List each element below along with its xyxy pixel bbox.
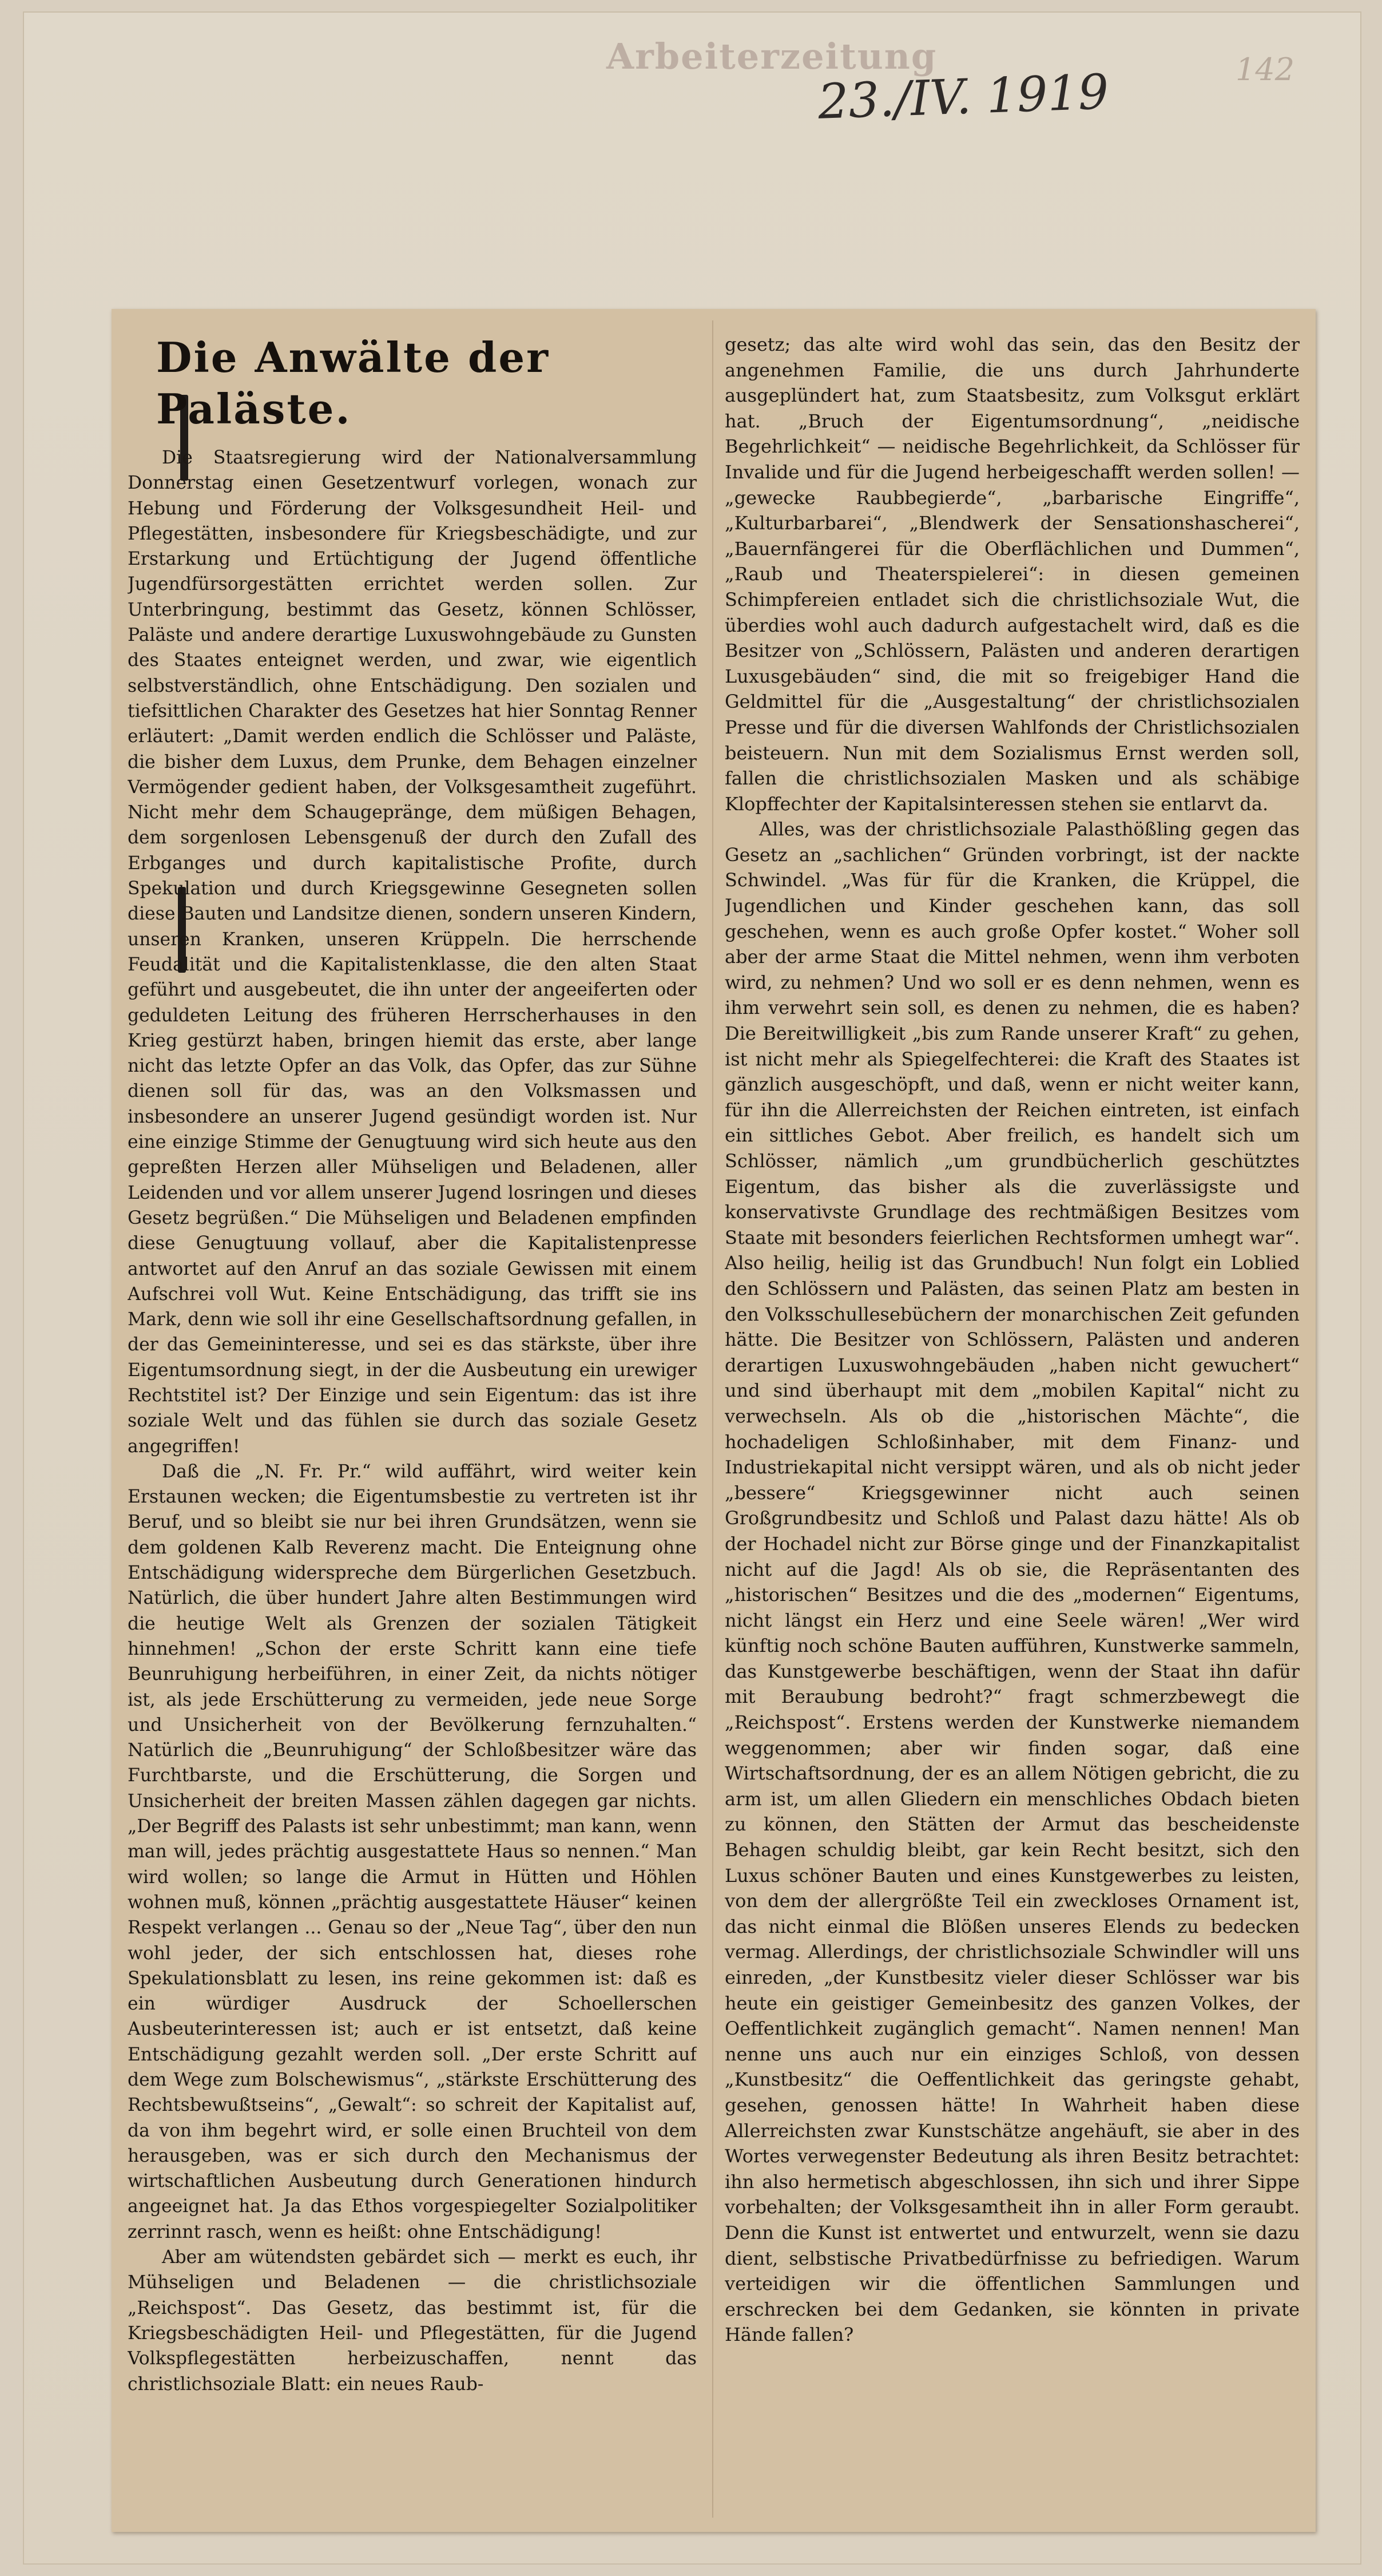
newspaper-stamp: Arbeiterzeitung [606,35,938,77]
newspaper-clipping [112,309,1316,2532]
article-paragraph: Daß die „N. Fr. Pr.“ wild auffährt, wird weiter kein Erstaunen wecken; die Eigentumsbestie zu vertreten ist ihr Beruf, und so bleibt sie nur bei ihren Grundsätzen, wenn sie dem goldenen Kalb Reverenz macht. Die Enteignung ohne Entschädigung widerspreche dem Bürgerlichen Gesetzbuch. Natürlich, die über hundert Jahre alten Bestimmungen wird die heutige Welt als Grenzen der sozialen Tätigkeit hinnehmen! „Schon der erste Schritt kann eine tiefe Beunruhigung herbeiführen, in einer Zeit, da nichts nötiger ist, als jede Erschütterung zu vermeiden, jede neue Sorge und Unsicherheit von der Bevölkerung fernzuhalten.“ Natürlich die „Beunruhigung“ der Schloßbesitzer wäre das Furchtbarste, und die Erschütterung, die Sorgen und Unsicherheit der breiten Massen zählen dagegen gar nichts. „Der Begriff des Palasts ist sehr unbestimmt; man kann, wenn man will, jedes prächtig ausgestattete Haus so nennen.“ Man wird wollen; so lange die Armut in Hütten und Höhlen wohnen muß, können „prächtig ausgestattete Häuser“ keinen Respekt verlangen ... Genau so der „Neue Tag“, über den nun wohl jeder, der sich entschlossen hat, dieses rohe Spekulationsblatt zu lesen, ins reine gekommen ist: daß es ein würdiger Ausdruck der Schoellerschen Ausbeuterinteressen ist; auch er ist entsetzt, daß keine Entschädigung gezahlt werden soll. „Der erste Schritt auf dem Wege zum Bolschewismus“, „stärkste Erschütterung des Rechtsbewußtseins“, „Gewalt“: so schreit der Kapitalist auf, da von ihm begehrt wird, er solle einen Bruchteil von dem herausgeben, was er sich durch den Mechanismus der wirtschaftlichen Ausbeutung durch Generationen hindurch angeeignet hat. Ja das Ethos vorgespiegelter Sozialpolitiker zerrinnt rasch, wenn es heißt: ohne Entschädigung! [128,1461,697,2242]
article-paragraph: Alles, was der christlichsoziale Palasthößling gegen das Gesetz an „sachlichen“ Gründen vorbringt, ist der nackte Schwindel. „Was für für die Kranken, die Krüppel, die Jugendlichen und Kinder geschehen kann, das soll geschehen, wenn es auch große Opfer kostet.“ Woher soll aber der arme Staat die Mittel nehmen, wenn ihm verboten wird, zu nehmen? Und wo soll er es denn nehmen, wenn es ihm verwehrt sein soll, es denen zu nehmen, die es haben? Die Bereitwilligkeit „bis zum Rande unserer Kraft“ zu gehen, ist nicht mehr als Spiegelfechterei: die Kraft des Staates ist gänzlich ausgeschöpft, und daß, wenn er nicht weiter kann, für ihn die Allerreichsten der Reichen eintreten, ist einfach ein sittliches Gebot. Aber freilich, es handelt sich um Schlösser, nämlich „um grundbücherlich geschütztes Eigentum, das bisher als die zuverlässigste und konservativste Grundlage des rechtmäßigen Besitzes vom Staate mit besonders feierlichen Rechtsformen umhegt war“. Also heilig, heilig ist das Grundbuch! Nun folgt ein Loblied den Schlössern und Palästen, das seinen Platz am besten in den Volksschullesebüchern der monarchischen Zeit gefunden hätte. Die Besitzer von Schlössern, Palästen und anderen derartigen Luxuswohngebäuden „haben nicht gewuchert“ und sind überhaupt mit dem „mobilen Kapital“ nicht zu verwechseln. Als ob die „historischen Mächte“, die hochadeligen Schloßinhaber, mit dem Finanz- und Industriekapital nicht versippt wären, und als ob nicht jeder „bessere“ Kriegsgewinner nicht auch seinen Großgrundbesitz und Schloß und Palast dazu hätte! Als ob der Hochadel nicht zur Börse ginge und der Finanzkapitalist nicht auf die Jagd! Als ob sie, die Repräsentanten des „historischen“ Besitzes und die des „modernen“ Eigentums, nicht längst ein Herz und eine Seele wären! „Wer wird künftig noch schöne Bauten aufführen, Kunstwerke sammeln, das Kunstgewerbe beschäftigen, wenn der Staat ihn dafür mit Beraubung bedroht?“ fragt schmerzbewegt die „Reichspost“. Erstens werden der Kunstwerke niemandem weggenommen; aber wir finden sogar, daß eine Wirtschaftsordnung, der es an allem Nötigen gebricht, die zu arm ist, um allen Gliedern ein menschliches Obdach bieten zu können, den Stätten der Armut das bescheidenste Behagen schuldig bleibt, gar kein Recht besitzt, sich den Luxus schöner Bauten und eines Kunstgewerbes zu leisten, von dem der allergrößte Teil ein zweckloses Ornament ist, das nicht einmal die Blößen unseres Elends zu bedecken vermag. Allerdings, der christlichsoziale Schwindler will uns einreden, „der Kunstbesitz vieler dieser Schlösser war bis heute ein geistiger Gemeinbesitz des ganzen Volkes, der Oeffentlichkeit zugänglich gemacht“. Namen nennen! Man nenne uns auch nur ein einziges Schloß, von dessen „Kunstbesitz“ die Oeffentlichkeit das geringste gehabt, gesehen, genossen hätte! In Wahrheit haben diese Allerreichsten zwar Kunstschätze angehäuft, sie aber in des Wortes verwegenster Bedeutung als ihren Besitz betrachtet: ihn also hermetisch abgeschlossen, ihn sich und ihrer Sippe vorbehalten; der Volksgesamtheit ihn in aller Form geraubt. Denn die Kunst ist entwertet und entwurzelt, wenn sie dazu dient, selbstische Privatbedürfnisse zu befriedigen. Warum verteidigen wir die öffentlichen Sammlungen und erschrecken bei dem Gedanken, sie könnten in private Hände fallen? [725,818,1300,2346]
article-paragraph: gesetz; das alte wird wohl das sein, das den Besitz der angenehmen Familie, die uns durch Jahrhunderte ausgeplündert hat, zum Staatsbesitz, zum Volksgut erklärt hat. „Bruch der Eigentumsordnung“, „neidische Begehrlichkeit“ — neidische Begehrlichkeit, da Schlösser für Invalide und für die Jugend herbeigeschafft werden sollen! — „gewecke Raubbegierde“, „barbarische Eingriffe“, „Kulturbarbarei“, „Blendwerk der Sensationshascherei“, „Bauernfängerei für die Oberflächlichen und Dummen“, „Raub und Theaterspielerei“: in diesen gemeinen Schimpfereien entladet sich die christlichsoziale Wut, die überdies wohl auch dadurch aufgestachelt wird, daß es die Besitzer von „Schlössern, Palästen und anderen derartigen Luxusgebäuden“ sind, die mit so freigebiger Hand die Geldmittel für die „Ausgestaltung“ der christlichsozialen Presse und für die diversen Wahlfonds der Christlichsozialen beisteuern. Nun mit dem Sozialismus Ernst werden soll, fallen die christlichsozialen Masken und als schäbige Klopffechter der Kapitalsinteressen stehen sie entlarvt da. [725,334,1300,815]
article-right-column [725,332,1300,2518]
handwritten-date: 23./IV. 1919 [817,64,1110,130]
article-paragraph: Die Staatsregierung wird der Nationalversammlung Donnerstag einen Gesetzentwurf vorlegen, wonach zur Hebung und Förderung der Volksgesundheit Heil- und Pflegestätten, insbesondere für Kriegsbeschädigte, und zur Erstarkung und Ertüchtigung der Jugend öffentliche Jugendfürsorgestätten errichtet werden sollen. Zur Unterbringung, bestimmt das Gesetz, können Schlösser, Paläste und andere derartige Luxuswohngebäude zu Gunsten des Staates enteignet werden, und zwar, wie eigentlich selbstverständlich, ohne Entschädigung. Den sozialen und tiefsittlichen Charakter des Gesetzes hat hier Sonntag Renner erläutert: „Damit werden endlich die Schlösser und Paläste, die bisher dem Luxus, dem Prunke, dem Behagen einzelner Vermögender gedient haben, der Volksgesamtheit zugeführt. Nicht mehr dem Schaugepränge, dem müßigen Behagen, dem sorgenlosen Lebensgenuß der durch den Zufall des Erbganges und durch kapitalistische Profite, durch Spekulation und durch Kriegsgewinne Gesegneten sollen diese Bauten und Landsitze dienen, sondern unseren Kindern, unseren Kranken, unseren Krüppeln. Die herrschende Feudalität und die Kapitalistenklasse, die den alten Staat geführt und ausgebeutet, die ihn unter der angeeiferten oder geduldeten Leitung des früheren Herrscherhauses in den Krieg gestürzt haben, bringen hiemit das erste, aber lange nicht das letzte Opfer an das Volk, das Opfer, das zur Sühne dienen soll für das, was an den Volksmassen und insbesondere an unserer Jugend gesündigt worden ist. Nur eine einzige Stimme der Genugtuung wird sich heute aus den gepreßten Herzen aller Mühseligen und Beladenen, aller Leidenden und vor allem unserer Jugend losringen und dieses Gesetz begrüßen.“ Die Mühseligen und Beladenen empfinden diese Genugtuung vollauf, aber die Kapitalistenpresse antwortet auf den Anruf an das soziale Gewissen mit einem Aufschrei voll Wut. Keine Entschädigung, das trifft sie ins Mark, denn wie soll ihr eine Gesellschaftsordnung gefallen, in der das Gemeininteresse, und sei es das stärkste, über ihre Eigentumsordnung siegt, in der die Ausbeutung ein urewiger Rechtstitel ist? Der Einzige und sein Eigentum: das ist ihre soziale Welt und das fühlen sie durch das soziale Gesetz angegriffen! [128,447,697,1457]
archive-number: 142 [1236,51,1295,88]
article-paragraph: Aber am wütendsten gebärdet sich — merkt es euch, ihr Mühseligen und Beladenen — die christlichsoziale „Reichspost“. Das Gesetz, das bestimmt ist, für die Kriegsbeschädigten Heil- und Pflegestätten, für die Jugend Volkspflegestätten herbeizuschaffen, nennt das christlichsoziale Blatt: ein neues Raub- [128,2247,697,2395]
article-headline: Die Anwälte der Paläste. [156,333,550,433]
article-left-column [128,332,697,2518]
